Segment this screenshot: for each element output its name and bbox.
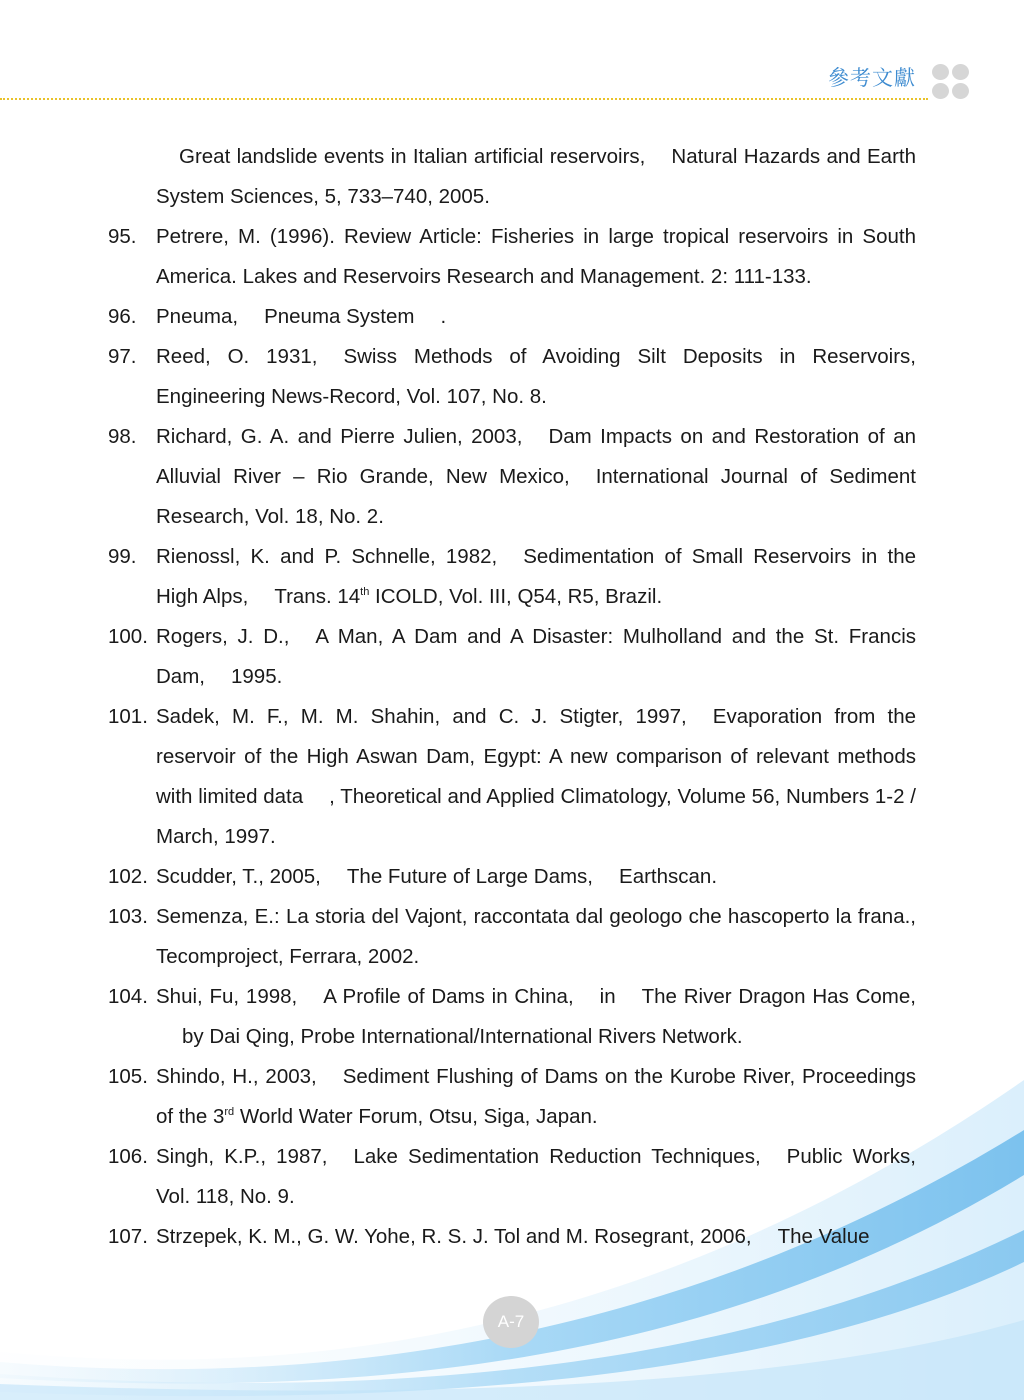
reference-list <box>0 137 1024 1257</box>
list-item: 107. Strzepek, K. M., G. W. Yohe, R. S. J. Tol and M. Rosegrant, 2006, The Value <box>0 1217 916 1257</box>
list-item: 101. Sadek, M. F., M. M. Shahin, and C. J. Stigter, 1997, Evaporation from the reservoir of the High Aswan Dam, Egypt: A new comparison of relevant methods with limited data , Theoretical and Applied Climatology, Volume 56, Numbers 1-2 / March, 1997. <box>0 697 916 857</box>
list-item: 98. Richard, G. A. and Pierre Julien, 2003, Dam Impacts on and Restoration of an Alluvial River – Rio Grande, New Mexico, International Journal of Sediment Research, Vol. 18, No. 2. <box>0 417 916 537</box>
list-item: 97. Reed, O. 1931, Swiss Methods of Avoiding Silt Deposits in Reservoirs, Engineering News-Record, Vol. 107, No. 8. <box>0 337 916 417</box>
list-item: 99. Rienossl, K. and P. Schnelle, 1982, Sedimentation of Small Reservoirs in the High Alps, Trans. 14th ICOLD, Vol. III, Q54, R5, Brazil. <box>0 537 916 617</box>
list-item: 100. Rogers, J. D., A Man, A Dam and A Disaster: Mulholland and the St. Francis Dam, 1995. <box>0 617 916 697</box>
list-item: 103. Semenza, E.: La storia del Vajont, raccontata dal geologo che hascoperto la frana., Tecomproject, Ferrara, 2002. <box>0 897 916 977</box>
list-item: Great landslide events in Italian artificial reservoirs, Natural Hazards and Earth System Sciences, 5, 733–740, 2005. <box>156 145 916 208</box>
reference-number: 95. <box>108 225 137 248</box>
section-title: 參考文獻 <box>828 66 916 90</box>
list-item: 106. Singh, K.P., 1987, Lake Sedimentation Reduction Techniques, Public Works, Vol. 118, No. 9. <box>0 1137 916 1217</box>
list-item: 104. Shui, Fu, 1998, A Profile of Dams in China, in The River Dragon Has Come,by Dai Qing, Probe International/International Rivers Network. <box>0 977 916 1057</box>
reference-number: 104. <box>108 985 148 1008</box>
page-number-badge: A-7 <box>483 1296 539 1348</box>
reference-number: 102. <box>108 865 148 888</box>
reference-number: 100. <box>108 625 148 648</box>
reference-number: 96. <box>108 305 137 328</box>
list-item: 96. Pneuma, Pneuma System . <box>0 297 916 337</box>
list-item: 105. Shindo, H., 2003, Sediment Flushing of Dams on the Kurobe River, Proceedings of the 3rd World Water Forum, Otsu, Siga, Japan. <box>0 1057 916 1137</box>
list-item: 95. Petrere, M. (1996). Review Article: Fisheries in large tropical reservoirs in South America. Lakes and Reservoirs Research and Management. 2: 111-133. <box>0 217 916 297</box>
reference-number: 97. <box>108 345 137 368</box>
reference-number: 101. <box>108 705 148 728</box>
reference-number: 103. <box>108 905 148 928</box>
reference-number: 107. <box>108 1225 148 1248</box>
reference-number: 106. <box>108 1145 148 1168</box>
list-item: 102. Scudder, T., 2005, The Future of Large Dams, Earthscan. <box>0 857 916 897</box>
reference-number: 98. <box>108 425 137 448</box>
reference-number: 99. <box>108 545 137 568</box>
reference-number: 105. <box>108 1065 148 1088</box>
